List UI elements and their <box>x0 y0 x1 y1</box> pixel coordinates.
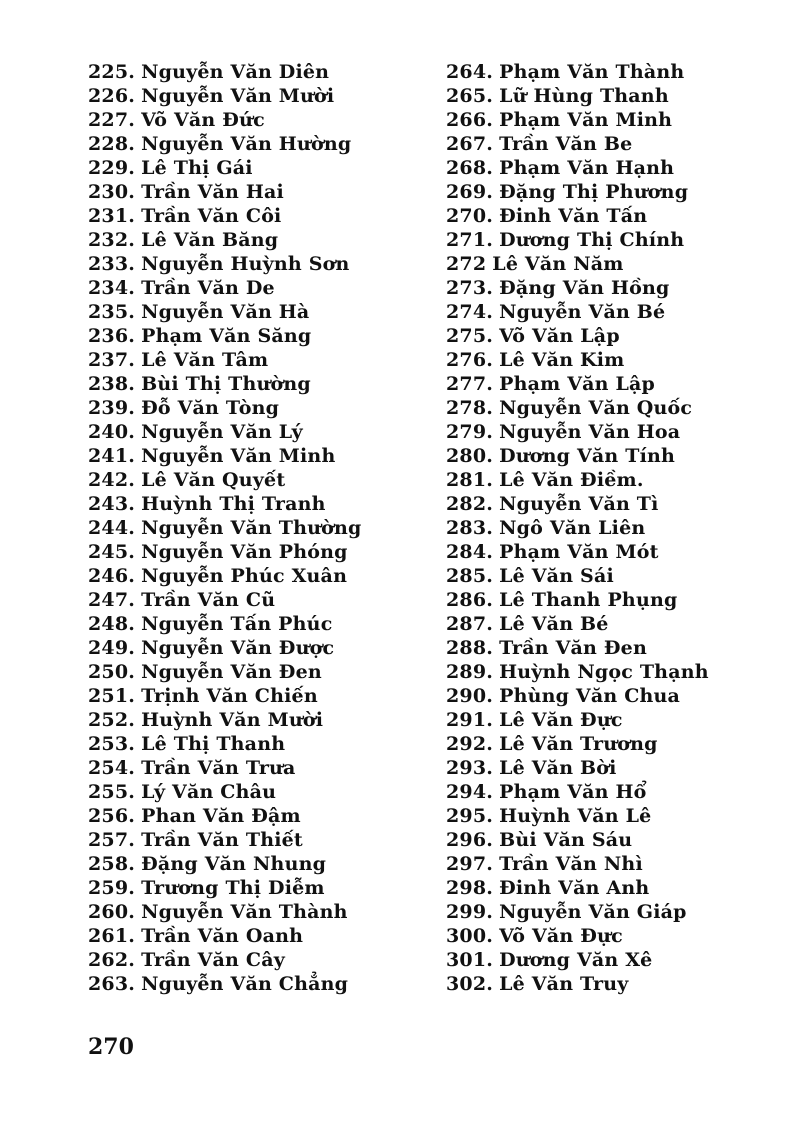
entry-name: Võ Văn Đức <box>141 109 265 131</box>
entry-number: 290. <box>446 685 494 707</box>
entry-name: Nguyễn Văn Hoa <box>499 421 681 443</box>
entry-number: 263. <box>88 973 136 995</box>
entry-name: Ngô Văn Liên <box>499 517 646 539</box>
entry-name: Dương Thị Chính <box>499 229 685 251</box>
list-item <box>446 132 746 156</box>
entry-name: Phạm Văn Hổ <box>499 781 647 803</box>
entry-name: Trịnh Văn Chiến <box>141 685 318 707</box>
list-item <box>88 684 408 708</box>
entry-number: 252. <box>88 709 136 731</box>
entry-name: Lê Văn Điềm. <box>499 469 644 491</box>
list-item <box>446 492 746 516</box>
entry-name: Nguyễn Văn Diên <box>141 61 330 83</box>
entry-name: Lê Văn Quyết <box>141 469 286 491</box>
list-item <box>88 84 408 108</box>
entry-name: Trương Thị Diễm <box>141 877 325 899</box>
entry-number: 226. <box>88 85 136 107</box>
entry-name: Lê Văn Trương <box>499 733 658 755</box>
list-item <box>446 444 746 468</box>
list-item <box>88 276 408 300</box>
entry-number: 242. <box>88 469 136 491</box>
entry-number: 233. <box>88 253 136 275</box>
entry-number: 259. <box>88 877 136 899</box>
list-item <box>88 108 408 132</box>
entry-number: 284. <box>446 541 494 563</box>
entry-name: Trần Văn Hai <box>141 181 284 203</box>
list-item <box>446 972 746 996</box>
entry-name: Võ Văn Đực <box>499 925 623 947</box>
list-item <box>446 324 746 348</box>
entry-number: 280. <box>446 445 494 467</box>
entry-name: Lê Văn Đực <box>499 709 623 731</box>
list-item <box>88 804 408 828</box>
list-item <box>88 492 408 516</box>
entry-name: Nguyễn Tấn Phúc <box>141 613 333 635</box>
name-list-left <box>88 60 408 996</box>
entry-name: Lê Văn Truy <box>499 973 629 995</box>
name-list-right <box>446 60 746 996</box>
list-item <box>88 972 408 996</box>
entry-name: Trần Văn Be <box>499 133 633 155</box>
entry-name: Trần Văn Trưa <box>141 757 296 779</box>
list-item <box>446 804 746 828</box>
list-item <box>446 396 746 420</box>
list-item <box>88 396 408 420</box>
entry-name: Nguyễn Văn Hường <box>141 133 352 155</box>
entry-number: 254. <box>88 757 136 779</box>
entry-name: Lê Văn Năm <box>492 253 624 275</box>
list-item <box>88 924 408 948</box>
entry-number: 300. <box>446 925 494 947</box>
entry-number: 281. <box>446 469 494 491</box>
list-item <box>446 660 746 684</box>
list-item <box>88 612 408 636</box>
entry-name: Nguyễn Văn Quốc <box>499 397 693 419</box>
entry-number: 250. <box>88 661 136 683</box>
entry-number: 227. <box>88 109 136 131</box>
entry-number: 287. <box>446 613 494 635</box>
entry-name: Trần Văn Đen <box>499 637 647 659</box>
entry-number: 298. <box>446 877 494 899</box>
list-item <box>88 156 408 180</box>
list-item <box>446 876 746 900</box>
list-item <box>446 636 746 660</box>
entry-number: 267. <box>446 133 494 155</box>
list-item <box>88 540 408 564</box>
entry-name: Phạm Văn Hạnh <box>499 157 675 179</box>
list-item <box>88 420 408 444</box>
entry-number: 265. <box>446 85 494 107</box>
entry-number: 278. <box>446 397 494 419</box>
entry-number: 236. <box>88 325 136 347</box>
entry-name: Huỳnh Văn Lê <box>499 805 652 827</box>
list-item <box>446 732 746 756</box>
entry-name: Dương Văn Xê <box>499 949 653 971</box>
entry-number: 302. <box>446 973 494 995</box>
list-item <box>88 900 408 924</box>
entry-number: 229. <box>88 157 136 179</box>
list-item <box>446 900 746 924</box>
list-item <box>446 828 746 852</box>
entry-name: Nguyễn Văn Hà <box>141 301 310 323</box>
list-item <box>88 780 408 804</box>
entry-number: 269. <box>446 181 494 203</box>
list-item <box>88 564 408 588</box>
list-item <box>446 372 746 396</box>
list-item <box>446 780 746 804</box>
entry-name: Lê Văn Bời <box>499 757 617 779</box>
entry-number: 288. <box>446 637 494 659</box>
list-item <box>88 348 408 372</box>
list-item <box>88 756 408 780</box>
entry-name: Trần Văn Côi <box>141 205 282 227</box>
entry-number: 289. <box>446 661 494 683</box>
list-item <box>446 156 746 180</box>
entry-name: Phạm Văn Minh <box>499 109 673 131</box>
list-item <box>88 444 408 468</box>
entry-number: 294. <box>446 781 494 803</box>
list-item <box>88 300 408 324</box>
list-item <box>446 516 746 540</box>
entry-name: Lê Văn Tâm <box>141 349 269 371</box>
entry-number: 272 <box>446 253 487 275</box>
entry-name: Đinh Văn Tấn <box>499 205 648 227</box>
entry-name: Nguyễn Văn Tì <box>499 493 659 515</box>
entry-number: 296. <box>446 829 494 851</box>
list-item <box>88 588 408 612</box>
entry-number: 247. <box>88 589 136 611</box>
list-item <box>446 948 746 972</box>
list-item <box>446 420 746 444</box>
entry-number: 258. <box>88 853 136 875</box>
list-item <box>446 684 746 708</box>
entry-number: 253. <box>88 733 136 755</box>
entry-name: Lê Thị Gái <box>141 157 253 179</box>
entry-name: Trần Văn Oanh <box>141 925 304 947</box>
list-item <box>446 612 746 636</box>
list-item <box>446 252 746 276</box>
entry-number: 249. <box>88 637 136 659</box>
entry-name: Nguyễn Văn Thường <box>141 517 362 539</box>
list-item <box>88 324 408 348</box>
list-item <box>446 588 746 612</box>
entry-name: Phạm Văn Thành <box>499 61 685 83</box>
entry-name: Lê Văn Sái <box>499 565 614 587</box>
entry-number: 244. <box>88 517 136 539</box>
list-item <box>88 204 408 228</box>
entry-number: 231. <box>88 205 136 227</box>
list-item <box>446 180 746 204</box>
entry-number: 248. <box>88 613 136 635</box>
entry-number: 292. <box>446 733 494 755</box>
entry-number: 251. <box>88 685 136 707</box>
entry-name: Trần Văn Nhì <box>499 853 643 875</box>
entry-name: Nguyễn Văn Bé <box>499 301 666 323</box>
entry-name: Phan Văn Đậm <box>141 805 301 827</box>
list-item <box>88 60 408 84</box>
entry-name: Phạm Văn Mót <box>499 541 659 563</box>
list-item <box>88 660 408 684</box>
entry-number: 240. <box>88 421 136 443</box>
list-item <box>446 924 746 948</box>
entry-number: 283. <box>446 517 494 539</box>
entry-name: Lý Văn Châu <box>141 781 277 803</box>
entry-name: Trần Văn Cây <box>141 949 285 971</box>
entry-name: Nguyễn Huỳnh Sơn <box>141 253 350 275</box>
list-item <box>88 828 408 852</box>
entry-number: 275. <box>446 325 494 347</box>
entry-number: 225. <box>88 61 136 83</box>
entry-number: 277. <box>446 373 494 395</box>
entry-number: 256. <box>88 805 136 827</box>
entry-number: 299. <box>446 901 494 923</box>
entry-name: Dương Văn Tính <box>499 445 676 467</box>
entry-name: Phạm Văn Lập <box>499 373 656 395</box>
entry-name: Nguyễn Văn Minh <box>141 445 336 467</box>
list-item <box>446 228 746 252</box>
entry-name: Huỳnh Ngọc Thạnh <box>499 661 709 683</box>
list-item <box>446 564 746 588</box>
entry-name: Nguyễn Phúc Xuân <box>141 565 348 587</box>
entry-number: 234. <box>88 277 136 299</box>
list-item <box>88 636 408 660</box>
entry-number: 271. <box>446 229 494 251</box>
list-item <box>88 852 408 876</box>
entry-number: 297. <box>446 853 494 875</box>
list-item <box>88 132 408 156</box>
entry-number: 232. <box>88 229 136 251</box>
list-item <box>446 708 746 732</box>
entry-number: 239. <box>88 397 136 419</box>
entry-number: 282. <box>446 493 494 515</box>
entry-name: Phạm Văn Săng <box>141 325 312 347</box>
list-item <box>446 276 746 300</box>
entry-number: 264. <box>446 61 494 83</box>
entry-number: 238. <box>88 373 136 395</box>
list-item <box>88 228 408 252</box>
entry-name: Lê Thanh Phụng <box>499 589 678 611</box>
entry-name: Nguyễn Văn Mười <box>141 85 335 107</box>
entry-name: Lê Văn Bé <box>499 613 609 635</box>
entry-number: 230. <box>88 181 136 203</box>
entry-number: 291. <box>446 709 494 731</box>
entry-name: Lê Văn Kim <box>499 349 625 371</box>
list-item <box>446 204 746 228</box>
list-item <box>446 468 746 492</box>
list-item <box>446 84 746 108</box>
list-item <box>88 516 408 540</box>
entry-number: 286. <box>446 589 494 611</box>
entry-name: Nguyễn Văn Thành <box>141 901 348 923</box>
entry-name: Nguyễn Văn Phóng <box>141 541 348 563</box>
entry-name: Đinh Văn Anh <box>499 877 650 899</box>
page-number: 270 <box>88 1034 134 1060</box>
list-item <box>88 372 408 396</box>
entry-name: Lê Thị Thanh <box>141 733 286 755</box>
entry-name: Đặng Thị Phương <box>499 181 689 203</box>
list-item <box>446 60 746 84</box>
entry-number: 257. <box>88 829 136 851</box>
entry-number: 274. <box>446 301 494 323</box>
entry-number: 262. <box>88 949 136 971</box>
entry-name: Nguyễn Văn Được <box>141 637 335 659</box>
list-item <box>88 948 408 972</box>
entry-name: Lữ Hùng Thanh <box>499 85 669 107</box>
entry-number: 228. <box>88 133 136 155</box>
entry-name: Huỳnh Thị Tranh <box>141 493 326 515</box>
list-item <box>88 180 408 204</box>
entry-number: 279. <box>446 421 494 443</box>
list-item <box>446 852 746 876</box>
entry-number: 285. <box>446 565 494 587</box>
entry-number: 237. <box>88 349 136 371</box>
entry-name: Nguyễn Văn Giáp <box>499 901 687 923</box>
entry-number: 270. <box>446 205 494 227</box>
entry-number: 243. <box>88 493 136 515</box>
entry-number: 261. <box>88 925 136 947</box>
list-item <box>88 732 408 756</box>
entry-name: Đặng Văn Nhung <box>141 853 327 875</box>
entry-number: 268. <box>446 157 494 179</box>
entry-number: 295. <box>446 805 494 827</box>
entry-name: Đỗ Văn Tòng <box>141 397 280 419</box>
entry-name: Võ Văn Lập <box>499 325 620 347</box>
entry-number: 245. <box>88 541 136 563</box>
list-item <box>88 468 408 492</box>
entry-name: Trần Văn Cũ <box>141 589 276 611</box>
list-item <box>446 300 746 324</box>
list-item <box>446 348 746 372</box>
entry-name: Trần Văn De <box>141 277 275 299</box>
entry-number: 260. <box>88 901 136 923</box>
entry-number: 266. <box>446 109 494 131</box>
entry-name: Huỳnh Văn Mười <box>141 709 324 731</box>
entry-number: 293. <box>446 757 494 779</box>
entry-number: 276. <box>446 349 494 371</box>
entry-name: Nguyễn Văn Lý <box>141 421 303 443</box>
entry-name: Lê Văn Băng <box>141 229 279 251</box>
entry-number: 246. <box>88 565 136 587</box>
entry-name: Đặng Văn Hồng <box>499 277 670 299</box>
entry-number: 255. <box>88 781 136 803</box>
list-item <box>88 252 408 276</box>
entry-name: Phùng Văn Chua <box>499 685 681 707</box>
entry-number: 235. <box>88 301 136 323</box>
entry-number: 273. <box>446 277 494 299</box>
entry-number: 301. <box>446 949 494 971</box>
list-item <box>446 108 746 132</box>
entry-number: 241. <box>88 445 136 467</box>
list-item <box>446 756 746 780</box>
list-item <box>88 876 408 900</box>
entry-name: Nguyễn Văn Đen <box>141 661 322 683</box>
list-item <box>88 708 408 732</box>
entry-name: Bùi Văn Sáu <box>499 829 633 851</box>
entry-name: Nguyễn Văn Chẳng <box>141 973 349 995</box>
entry-name: Bùi Thị Thường <box>141 373 311 395</box>
list-item <box>446 540 746 564</box>
entry-name: Trần Văn Thiết <box>141 829 303 851</box>
